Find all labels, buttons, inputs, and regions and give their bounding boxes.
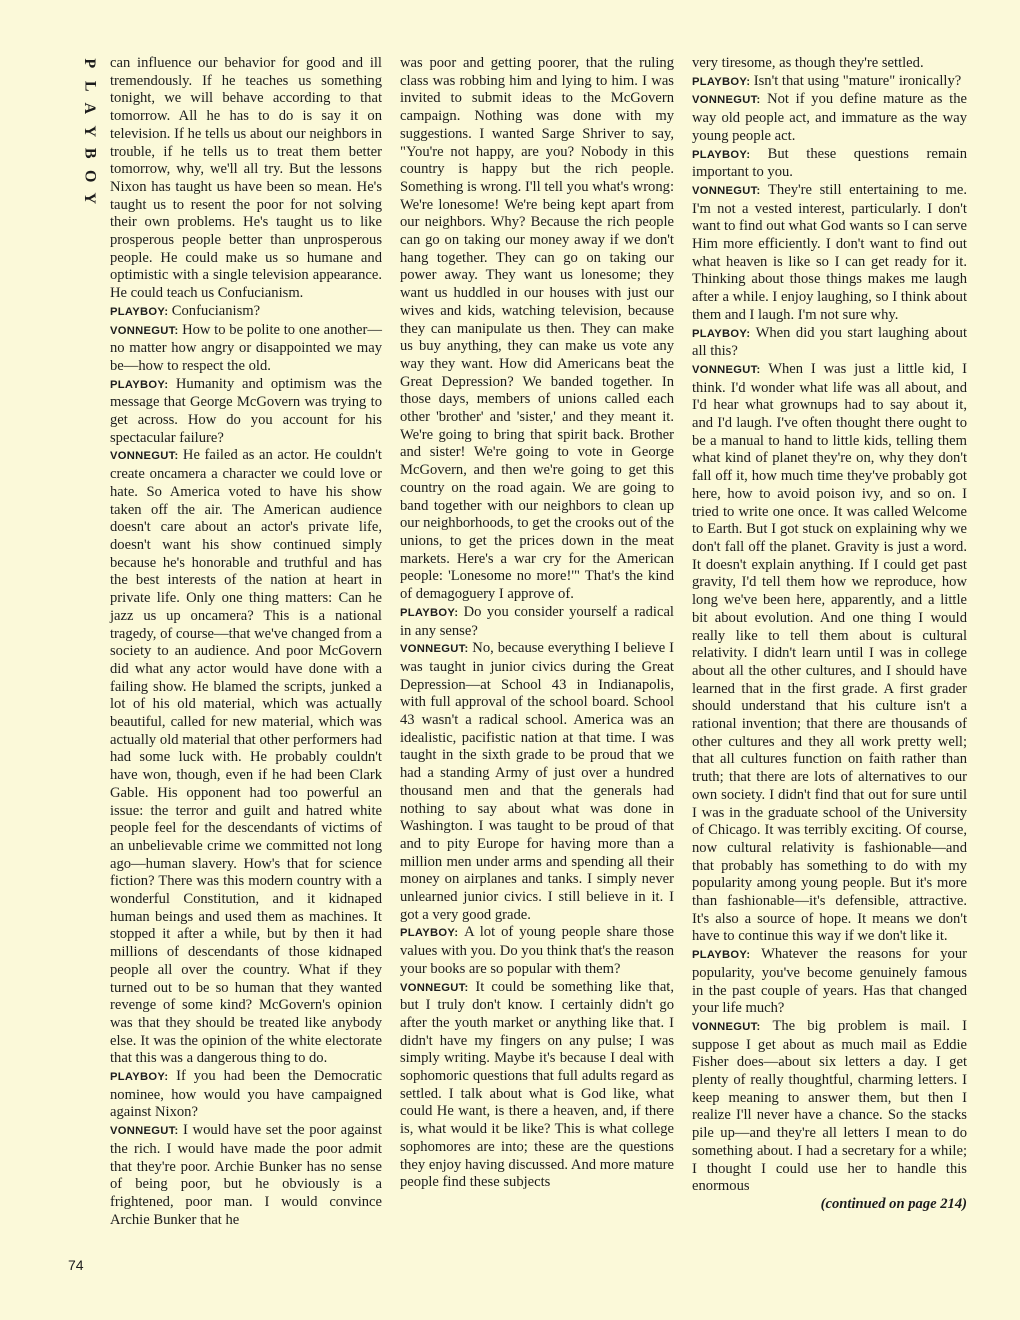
- paragraph-text: When did you start laughing about all this?: [692, 324, 967, 360]
- text-column-2: [400, 55, 674, 1192]
- interview-paragraph: [692, 73, 967, 92]
- interview-paragraph: [692, 1018, 967, 1196]
- interview-paragraph: [110, 1122, 382, 1229]
- interview-paragraph: [692, 325, 967, 361]
- paragraph-text: They're still entertaining to me. I'm not a vested interest, particularly. I don't want to find out what God wants so I can serve Him more efficiently. I don't want to find out what heaven is like so I can get ready for it. Thinking about those things makes me laugh after a while. I enjoy laughing, so I think about them and I laugh. I'm not sure why.: [692, 181, 967, 323]
- paragraph-text: can influence our behavior for good and ill tremendously. If he teaches us something tonight, we will behave according to that tomorrow. All he has to do is say it on television. If he tells us about our neighbors in trouble, if he tells us to treat them better tomorrow, why, we'll all try. But the lessons Nixon has taught us have been so mean. He's taught us to resent the poor for not solving their own problems. He's taught us to like prosperous people better than unprosperous people. He could make us so humane and optimistic with a single television appearance. He could teach us Confucianism.: [110, 55, 382, 302]
- interview-paragraph: [400, 55, 674, 604]
- speaker-label: VONNEGUT:: [692, 184, 768, 197]
- paragraph-text: If you had been the Democratic nominee, how would you have campaigned against Nixon?: [110, 1068, 382, 1121]
- interview-paragraph: [692, 55, 967, 73]
- continued-note: (continued on page 214): [820, 1196, 967, 1212]
- speaker-label: PLAYBOY:: [110, 1071, 177, 1084]
- interview-paragraph: [110, 1068, 382, 1122]
- paragraph-text: Not if you define mature as the way old people act, and immature as the way young people act.: [692, 91, 967, 144]
- magazine-name-letter: Y: [81, 124, 99, 137]
- speaker-label: PLAYBOY:: [692, 148, 768, 161]
- speaker-label: PLAYBOY:: [692, 75, 754, 88]
- speaker-label: VONNEGUT:: [692, 363, 769, 376]
- interview-paragraph: [400, 979, 674, 1192]
- paragraph-text: No, because everything I believe I was taught in junior civics during the Great Depression—at School 43 in Indianapolis, with full approval of the school board. School 43 wasn't a radical school. America was an idealistic, pacifistic nation at that time. I was taught in the sixth grade to be proud that we had a standing Army of just over a hundred thousand men and that the generals had nothing to say about what was done in Washington. I was taught to be proud of that and to pity Europe for having more than a million men under arms and spending all their money on airplanes and tanks. I simply never unlearned junior civics. I still believe in it. I got a very good grade.: [400, 640, 674, 923]
- speaker-label: VONNEGUT:: [400, 643, 473, 656]
- page-number: 74: [68, 1257, 84, 1273]
- interview-paragraph: [110, 447, 382, 1068]
- speaker-label: VONNEGUT:: [110, 1125, 184, 1138]
- paragraph-text: Confucianism?: [171, 302, 261, 319]
- paragraph-text: How to be polite to one another—no matter how angry or disappointed we may be—how to respect the old.: [110, 321, 382, 374]
- interview-paragraph: [692, 946, 967, 1018]
- interview-paragraph: [692, 146, 967, 182]
- magazine-name-vertical: [78, 52, 100, 210]
- magazine-name-letter: O: [81, 169, 99, 182]
- speaker-label: VONNEGUT:: [400, 981, 476, 994]
- interview-paragraph: [400, 604, 674, 640]
- paragraph-text: was poor and getting poorer, that the ruling class was robbing him and lying to him. I was invited to submit ideas to the McGovern campaign. Nothing was done with my suggestions. I wanted Sarge Shriver to say, "You're not happy, are you? Nobody in this country is happy but the rich people. Something is wrong. I'll tell you what's wrong: We're lonesome! We're being kept apart from our neighbors. Why? Because the rich people can go on taking our money away if we don't hang together. They can go on taking our power away. They want us lonesome; they want us huddled in our houses with just our wives and kids, watching television, because they can manipulate us then. They can make us buy anything, they can make us vote any way they want. How did Americans beat the Great Depression? We banded together. In those days, members of unions called each other 'brother' and 'sister,' and they meant it. We're going to bring that spirit back. Brother and sister! We're going to vote in George McGovern, and then we're going to get this country on the road again. We are going to band together with our neighbors to clean up our neighborhoods, to get the crooks out of the unions, to get the prices down in the meat markets. Here's a war cry for the American people: 'Lonesome no more!'" That's the kind of demagoguery I approve of.: [400, 55, 674, 603]
- text-column-1: [110, 55, 382, 1229]
- paragraph-text: Whatever the reasons for your popularity, you've become genuinely famous in the past couple of years. Has that changed your life much?: [692, 946, 967, 1017]
- paragraph-text: Isn't that using "mature" ironically?: [753, 72, 962, 89]
- paragraph-text: Do you consider yourself a radical in any sense?: [400, 603, 674, 639]
- magazine-name-letter: Y: [81, 192, 99, 205]
- paragraph-text: very tiresome, as though they're settled.: [692, 55, 924, 71]
- paragraph-text: When I was just a little kid, I think. I'd wonder what life was all about, and I'd hear what grownups had to say about it, and I'd laugh. I've often thought there ought to be a manual to hand to little kids, telling them what kind of planet they're on, why they don't fall off it, how much time they've probably got here, how to avoid poison ivy, and so on. I tried to write one once. It was called Welcome to Earth. But I got stuck on explaining why we don't fall off the planet. Gravity is just a word. It doesn't explain anything. If I could get past gravity, I'd tell them how we reproduce, how long we've been here, apparently, and a little bit about evolution. And one thing I would really like to tell them about is cultural relativity. I didn't learn until I was in college about all the other cultures, and I should have learned that in the first grade. A first grader should understand that his culture isn't a rational invention; that there are thousands of other cultures and they all work pretty well; that all cultures function on faith rather than truth; that there are lots of alternatives to our own society. I didn't find that out for sure until I was in the graduate school of the University of Chicago. It was terribly exciting. Of course, now cultural relativity is fashionable—and that probably has something to do with my popularity among young people. But it's more than fashionable—it's defensible, attractive. It's also a source of hope. It means we don't have to continue this way if we don't like it.: [692, 360, 967, 945]
- paragraph-text: Humanity and optimism was the message that George McGovern was trying to get across. How do you account for his spectacular failure?: [110, 375, 382, 446]
- interview-paragraph: [400, 640, 674, 924]
- speaker-label: VONNEGUT:: [692, 94, 768, 107]
- paragraph-text: I would have set the poor against the rich. I would have made the poor admit that they're poor. Archie Bunker has no sense of being poor, but he obviously is a frightened, poor man. I would convince Archie Bunker that he: [110, 1122, 382, 1228]
- magazine-name-letter: P: [81, 58, 99, 69]
- speaker-label: PLAYBOY:: [692, 949, 762, 962]
- speaker-label: PLAYBOY:: [110, 378, 176, 391]
- text-column-3: [692, 55, 967, 1214]
- paragraph-text: He failed as an actor. He couldn't create oncamera a character we could love or hate. So America voted to have his show taken off the air. The American audience doesn't care about an actor's private life, doesn't want his show continued simply because he's honorable and truthful and has the best interests of the nation at heart in private life. Only one thing matters: Can he jazz us up oncamera? This is a national tragedy, of course—that we've changed from a society to an audience. And poor McGovern did what any actor would have done with a failing show. He blamed the scripts, junked a lot of his old material, which was actually beautiful, called for new material, which was actually old material that other performers had had some luck with. He probably couldn't have won, though, even if he had been Clark Gable. His opponent had too powerful an issue: the terror and guilt and hatred white people feel for the descendants of victims of an unbelievable crime we committed not long ago—human slavery. How's that for science fiction? There was this modern country with a wonderful Constitution, and it kidnaped human beings and used them as machines. It stopped it after a while, but by then it had millions of descendants of those kidnaped people all over the country. What if they turned out to be so human that they wanted revenge of some kind? McGovern's opinion was that they should be treated like anybody else. It was the opinion of the white electorate that this was a dangerous thing to do.: [110, 447, 382, 1067]
- interview-paragraph: [110, 303, 382, 322]
- interview-paragraph: [692, 361, 967, 946]
- speaker-label: PLAYBOY:: [400, 606, 464, 619]
- magazine-name-letter: A: [81, 102, 99, 115]
- interview-paragraph: [692, 182, 967, 325]
- speaker-label: PLAYBOY:: [692, 327, 756, 340]
- speaker-label: PLAYBOY:: [400, 927, 465, 940]
- paragraph-text: But these questions remain important to you.: [692, 145, 967, 181]
- paragraph-text: A lot of young people share those values with you. Do you think that's the reason your books are so popular with them?: [400, 924, 674, 977]
- paragraph-text: The big problem is mail. I suppose I get about as much mail as Eddie Fisher does—about six letters a day. I get plenty of really thoughtful, charming letters. I keep meaning to answer them, but then I realize I'll never have a chance. So the stacks pile up—and they're all letters I mean to do something about. I had a secretary for a while; I thought I could use her to handle this enormous: [692, 1017, 967, 1195]
- speaker-label: PLAYBOY:: [110, 305, 172, 318]
- interview-paragraph: [110, 376, 382, 448]
- speaker-label: VONNEGUT:: [110, 450, 183, 463]
- paragraph-text: It could be something like that, but I truly don't know. I certainly didn't go after the youth market or anything like that. I didn't have my fingers on any pulse; I was simply writing. Maybe it's because I deal with sophomoric questions that full adults regard as settled. I talk about what is God like, what could He want, is there a heaven, and, if there is, what would it be like? This is what college sophomores are into; these are the questions they enjoy having discussed. And more mature people find these subjects: [400, 978, 674, 1191]
- interview-paragraph: [692, 91, 967, 145]
- magazine-name-letter: L: [81, 80, 99, 92]
- interview-paragraph: [400, 924, 674, 978]
- interview-paragraph: [110, 55, 382, 303]
- magazine-name-letter: B: [81, 147, 99, 159]
- speaker-label: VONNEGUT:: [110, 324, 183, 337]
- interview-paragraph: [110, 322, 382, 376]
- speaker-label: VONNEGUT:: [692, 1020, 773, 1033]
